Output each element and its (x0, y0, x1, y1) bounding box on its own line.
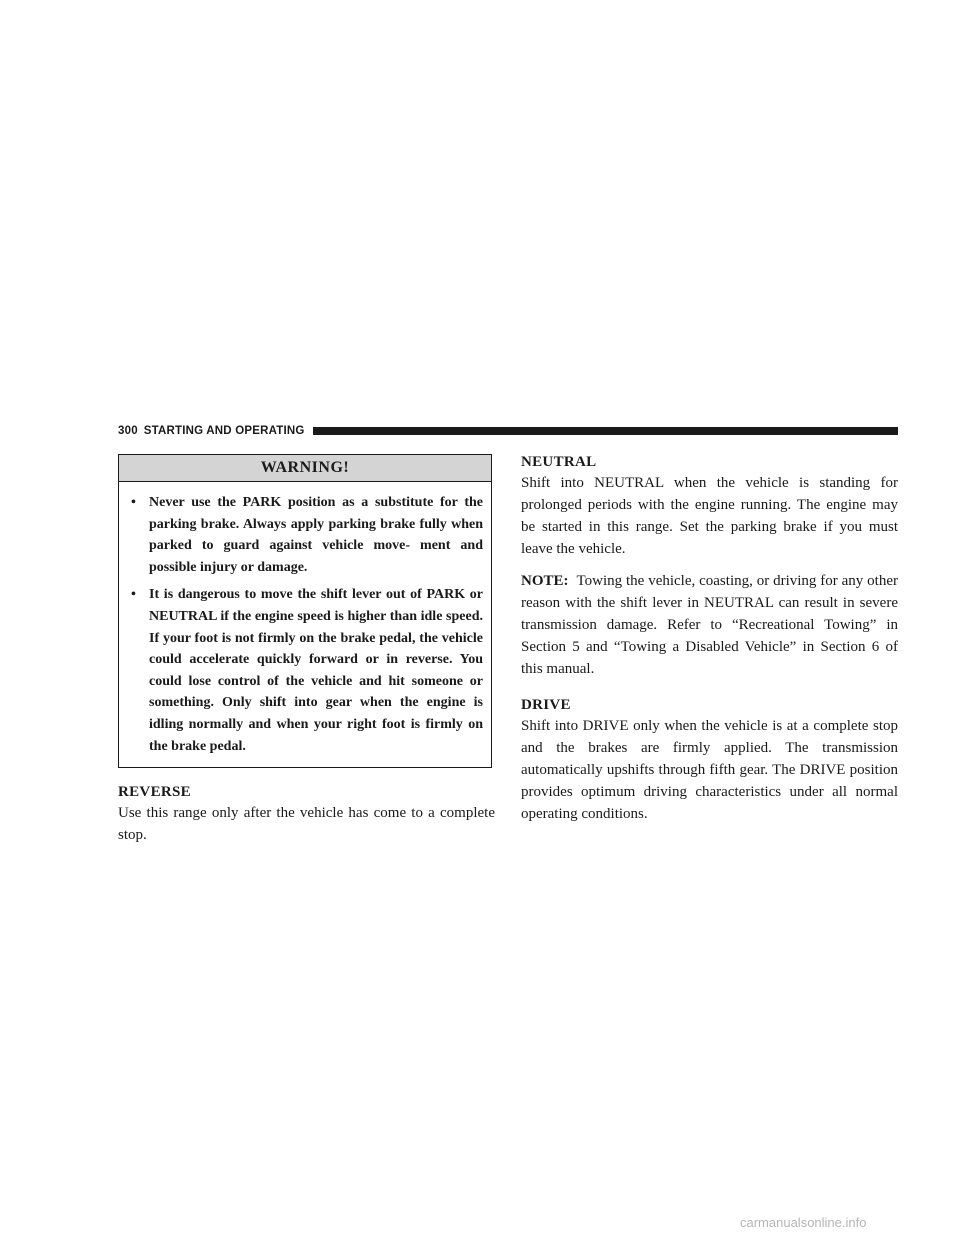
drive-heading: DRIVE (521, 697, 571, 713)
right-column (521, 452, 898, 825)
reverse-text: Use this range only after the vehicle has come to a complete stop. (118, 805, 495, 844)
neutral-heading: NEUTRAL (521, 454, 597, 470)
neutral-note (521, 570, 898, 680)
left-column (118, 454, 495, 846)
warning-item (131, 492, 483, 578)
drive-text: Shift into DRIVE only when the vehicle is at a complete stop and the brakes are firmly applied. The transmission automatically upshifts through fifth gear. The DRIVE position provides optimum driving characteristics under all normal operating conditions. (521, 718, 898, 822)
warning-title: WARNING! (119, 455, 491, 482)
warning-item-text: Never use the PARK position as a substitute for the parking brake. Always apply parking brake fully when parked to guard against vehicle move- ment and possible injury or damage. (149, 495, 483, 575)
warning-list (119, 482, 491, 767)
page-header (118, 423, 898, 439)
warning-box (118, 454, 492, 768)
watermark: carmanualsonline.info (740, 1215, 867, 1230)
warning-item-text: It is dangerous to move the shift lever out of PARK or NEUTRAL if the engine speed is higher than idle speed. If your foot is not firmly on the brake pedal, the vehicle could accelerate quickly forward or in reverse. You could lose control of the vehicle and hit someone or something. Only shift into gear when the engine is idling normally and when your right foot is firmly on the brake pedal. (149, 587, 483, 754)
bullet-icon: • (131, 495, 136, 510)
header-rule (313, 427, 898, 435)
bullet-icon: • (131, 587, 136, 603)
warning-item (131, 584, 483, 757)
page-number: 300 (118, 425, 138, 437)
note-label: NOTE: (521, 573, 569, 589)
neutral-text: Shift into NEUTRAL when the vehicle is standing for prolonged periods with the engine running. The engine may be started in this range. Set the parking brake if you must leave the vehicle. (521, 475, 898, 557)
reverse-heading: REVERSE (118, 784, 191, 801)
note-text: Towing the vehicle, coasting, or driving for any other reason with the shift lever in NEUTRAL can result in severe transmission damage. Refer to “Recreational Towing” in Section 5 and “Towing a Disabled Vehicle” in Section 6 of this manual. (521, 573, 898, 677)
section-title: STARTING AND OPERATING (143, 425, 305, 437)
